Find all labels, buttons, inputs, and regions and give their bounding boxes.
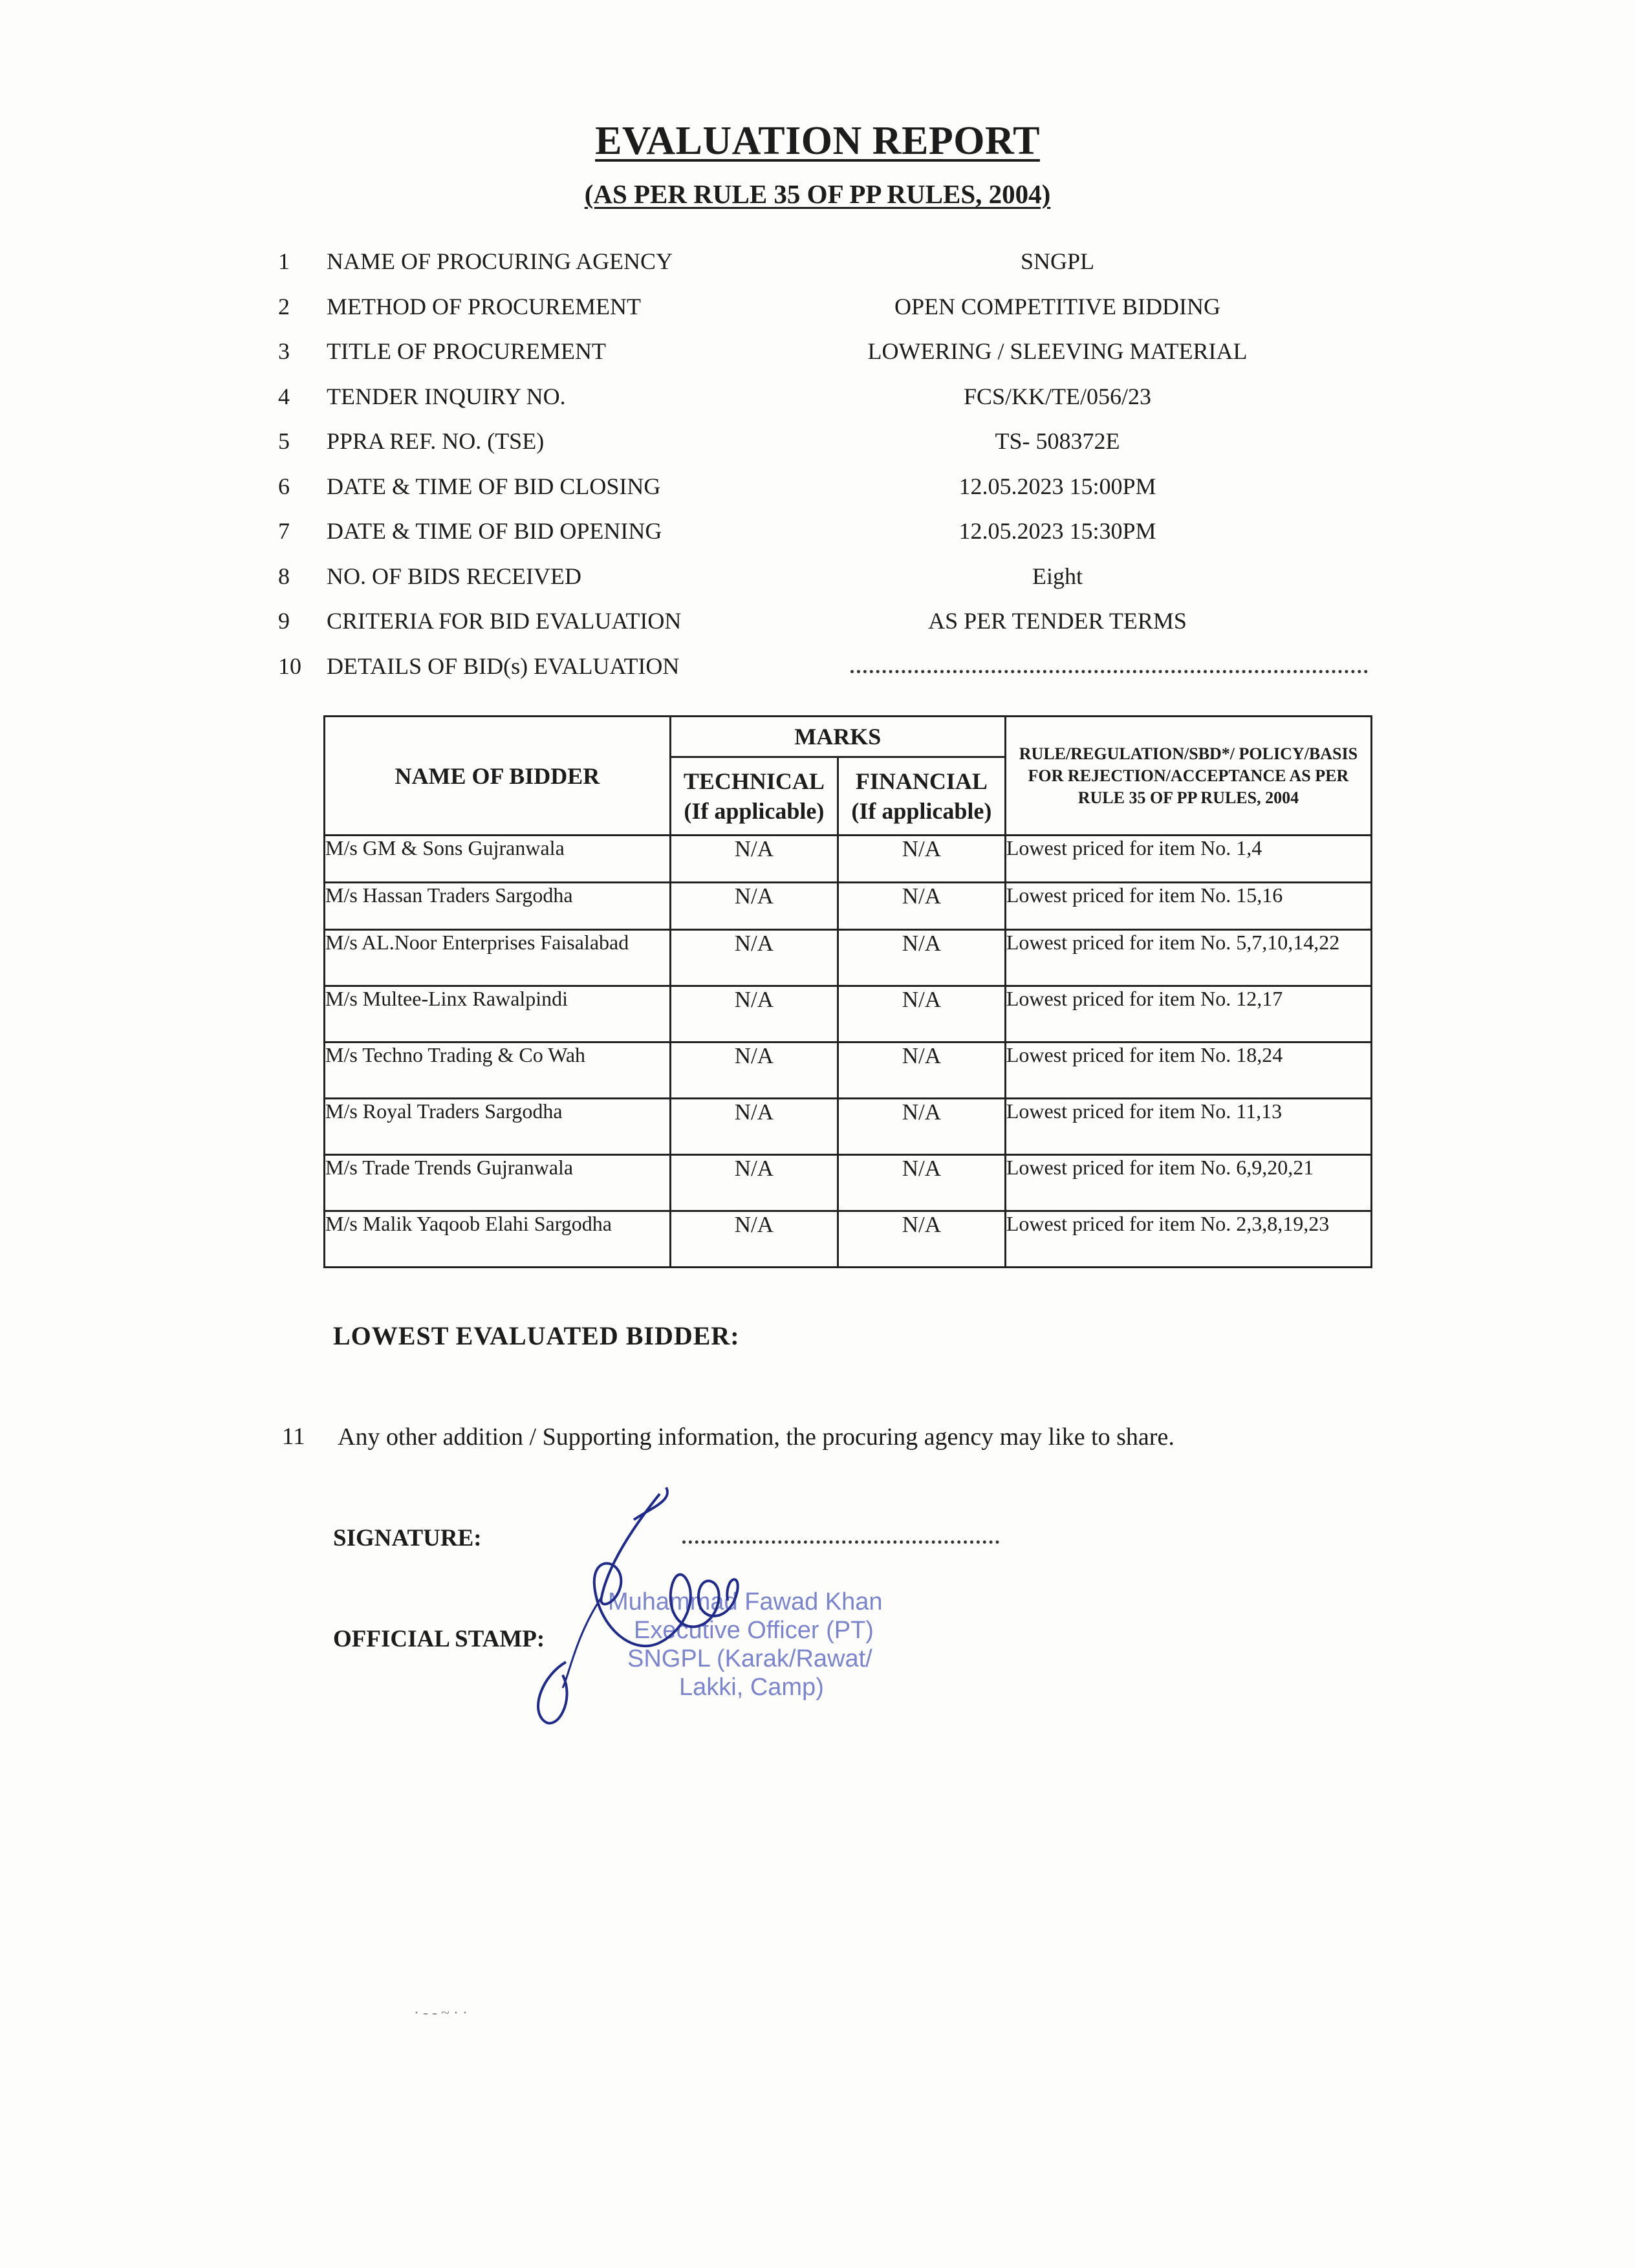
evaluation-basis: Lowest priced for item No. 15,16 bbox=[1005, 883, 1371, 930]
technical-marks: N/A bbox=[670, 836, 838, 883]
stamp-designation: Executive Officer (PT) bbox=[634, 1617, 874, 1644]
field-number: 4 bbox=[278, 383, 290, 409]
field-label: TITLE OF PROCUREMENT bbox=[327, 338, 606, 364]
financial-marks: N/A bbox=[838, 930, 1005, 986]
field-label: NO. OF BIDS RECEIVED bbox=[327, 563, 582, 589]
field-number: 2 bbox=[278, 293, 290, 319]
report-subtitle: (AS PER RULE 35 OF PP RULES, 2004) bbox=[584, 179, 1051, 209]
stamp-name: Muhammad Fawad Khan bbox=[608, 1588, 883, 1615]
technical-marks: N/A bbox=[670, 1042, 838, 1099]
report-title: EVALUATION REPORT bbox=[595, 119, 1040, 163]
financial-marks: N/A bbox=[838, 1099, 1005, 1155]
field-row bbox=[278, 244, 1378, 290]
header-financial-sub: (If applicable) bbox=[851, 798, 992, 824]
stamp-organization: SNGPL (Karak/Rawat/ bbox=[627, 1645, 872, 1672]
header-technical bbox=[670, 757, 838, 836]
bid-evaluation-table bbox=[323, 715, 1372, 1268]
table-row bbox=[325, 836, 1372, 883]
table-row bbox=[325, 930, 1372, 986]
bidder-name: M/s GM & Sons Gujranwala bbox=[325, 836, 671, 883]
field-label: DETAILS OF BID(s) EVALUATION bbox=[327, 653, 680, 679]
header-financial-label: FINANCIAL bbox=[855, 768, 988, 794]
official-stamp-label: OFFICIAL STAMP: bbox=[333, 1626, 545, 1652]
stamp-location: Lakki, Camp) bbox=[679, 1674, 824, 1701]
lowest-evaluated-bidder-label: LOWEST EVALUATED BIDDER: bbox=[333, 1321, 740, 1350]
field-number: 9 bbox=[278, 608, 290, 634]
field-row bbox=[278, 470, 1378, 515]
financial-marks: N/A bbox=[838, 883, 1005, 930]
field-value: OPEN COMPETITIVE BIDDING bbox=[894, 293, 1220, 319]
header-rule-basis: RULE/REGULATION/SBD*/ POLICY/BASIS FOR REJECTION/ACCEPTANCE AS PER RULE 35 OF PP RULES, 2004 bbox=[1005, 717, 1371, 836]
field-number: 3 bbox=[278, 338, 290, 364]
field-label: TENDER INQUIRY NO. bbox=[327, 383, 566, 409]
field-value: Eight bbox=[1032, 563, 1083, 589]
field-value: FCS/KK/TE/056/23 bbox=[963, 383, 1152, 409]
financial-marks: N/A bbox=[838, 1155, 1005, 1211]
bidder-name: M/s Trade Trends Gujranwala bbox=[325, 1155, 671, 1211]
field-number: 6 bbox=[278, 473, 290, 499]
bidder-name: M/s Hassan Traders Sargodha bbox=[325, 883, 671, 930]
technical-marks: N/A bbox=[670, 1099, 838, 1155]
field-value: 12.05.2023 15:30PM bbox=[958, 518, 1156, 544]
field-row bbox=[278, 514, 1378, 559]
field-value: 12.05.2023 15:00PM bbox=[958, 473, 1156, 499]
table-row bbox=[325, 1042, 1372, 1099]
handwritten-signature-icon bbox=[504, 1481, 867, 1740]
evaluation-basis: Lowest priced for item No. 5,7,10,14,22 bbox=[1005, 930, 1371, 986]
evaluation-basis: Lowest priced for item No. 2,3,8,19,23 bbox=[1005, 1211, 1371, 1268]
field-label: METHOD OF PROCUREMENT bbox=[327, 293, 642, 319]
bidder-name: M/s AL.Noor Enterprises Faisalabad bbox=[325, 930, 671, 986]
field-number: 8 bbox=[278, 563, 290, 589]
field-row bbox=[278, 334, 1378, 380]
field-row bbox=[278, 424, 1378, 470]
technical-marks: N/A bbox=[670, 930, 838, 986]
financial-marks: N/A bbox=[838, 1042, 1005, 1099]
field-value: AS PER TENDER TERMS bbox=[928, 608, 1187, 634]
bidder-name: M/s Royal Traders Sargodha bbox=[325, 1099, 671, 1155]
signature-label: SIGNATURE: bbox=[333, 1525, 482, 1551]
field-row bbox=[278, 380, 1378, 425]
procurement-fields bbox=[278, 244, 1378, 694]
item-11-number: 11 bbox=[282, 1423, 305, 1450]
field-label: DATE & TIME OF BID OPENING bbox=[327, 518, 662, 544]
evaluation-basis: Lowest priced for item No. 18,24 bbox=[1005, 1042, 1371, 1099]
financial-marks: N/A bbox=[838, 986, 1005, 1042]
field-value: LOWERING / SLEEVING MATERIAL bbox=[867, 338, 1248, 364]
table-row bbox=[325, 1155, 1372, 1211]
field-row bbox=[278, 559, 1378, 605]
field-number: 5 bbox=[278, 428, 290, 454]
bidder-name: M/s Multee-Linx Rawalpindi bbox=[325, 986, 671, 1042]
table-row bbox=[325, 986, 1372, 1042]
header-financial bbox=[838, 757, 1005, 836]
bidder-name: M/s Malik Yaqoob Elahi Sargodha bbox=[325, 1211, 671, 1268]
field-row bbox=[278, 290, 1378, 335]
field-number: 10 bbox=[278, 653, 301, 679]
technical-marks: N/A bbox=[670, 1211, 838, 1268]
header-marks: MARKS bbox=[670, 717, 1005, 757]
item-11-text: Any other addition / Supporting information, the procuring agency may like to share. bbox=[338, 1423, 1175, 1451]
field-label: PPRA REF. NO. (TSE) bbox=[327, 428, 545, 454]
technical-marks: N/A bbox=[670, 1155, 838, 1211]
evaluation-basis: Lowest priced for item No. 6,9,20,21 bbox=[1005, 1155, 1371, 1211]
field-label: NAME OF PROCURING AGENCY bbox=[327, 248, 673, 274]
dotted-fill-line bbox=[850, 670, 1368, 673]
field-label: CRITERIA FOR BID EVALUATION bbox=[327, 608, 682, 634]
evaluation-basis: Lowest priced for item No. 1,4 bbox=[1005, 836, 1371, 883]
bidder-name: M/s Techno Trading & Co Wah bbox=[325, 1042, 671, 1099]
financial-marks: N/A bbox=[838, 836, 1005, 883]
header-technical-sub: (If applicable) bbox=[684, 798, 825, 824]
header-technical-label: TECHNICAL bbox=[683, 768, 825, 794]
field-value: TS- 508372E bbox=[995, 428, 1120, 454]
field-value: SNGPL bbox=[1020, 248, 1095, 274]
field-number: 1 bbox=[278, 248, 290, 274]
evaluation-basis: Lowest priced for item No. 11,13 bbox=[1005, 1099, 1371, 1155]
table-row bbox=[325, 1099, 1372, 1155]
field-number: 7 bbox=[278, 518, 290, 544]
field-row bbox=[278, 604, 1378, 649]
scan-mark: · - - ~ · · bbox=[414, 2005, 468, 2022]
technical-marks: N/A bbox=[670, 986, 838, 1042]
header-name-of-bidder: NAME OF BIDDER bbox=[325, 717, 671, 836]
field-label: DATE & TIME OF BID CLOSING bbox=[327, 473, 661, 499]
technical-marks: N/A bbox=[670, 883, 838, 930]
table-row bbox=[325, 883, 1372, 930]
financial-marks: N/A bbox=[838, 1211, 1005, 1268]
table-row bbox=[325, 1211, 1372, 1268]
evaluation-basis: Lowest priced for item No. 12,17 bbox=[1005, 986, 1371, 1042]
field-row bbox=[278, 649, 1378, 695]
